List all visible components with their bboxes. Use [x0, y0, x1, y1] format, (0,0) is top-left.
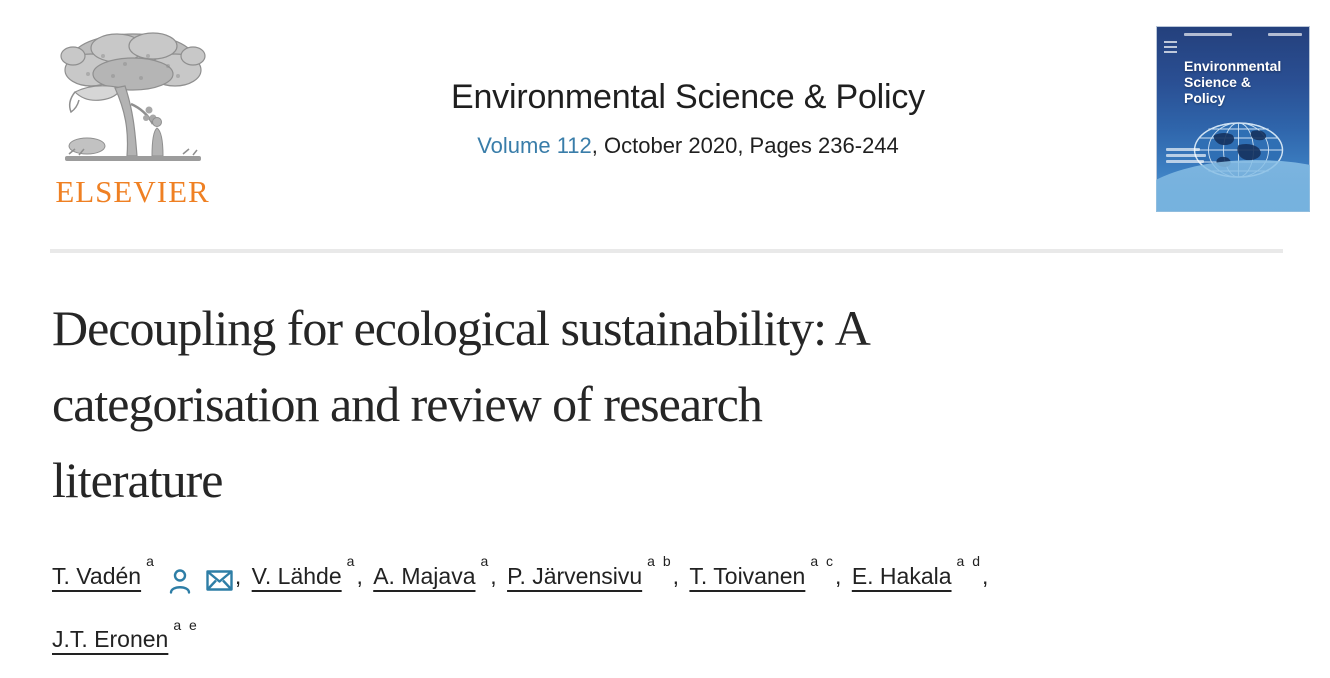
elsevier-wordmark: ELSEVIER — [55, 174, 210, 209]
author-separator: , — [982, 563, 989, 589]
person-icon — [168, 568, 192, 594]
cover-swoosh-decoration — [1156, 160, 1310, 212]
cover-title-line3: Policy — [1184, 90, 1226, 106]
article-title-line3: literature — [52, 452, 223, 508]
author-link-e-hakala[interactable]: E. Hakala — [851, 563, 952, 589]
author-affiliation-sup: a — [480, 553, 491, 570]
article-title-line2: categorisation and review of research — [52, 376, 762, 432]
header-divider — [50, 249, 1283, 253]
author-affiliation-sup: a c — [810, 553, 836, 570]
cover-editors-bar1 — [1166, 148, 1200, 151]
author-link-a-majava[interactable]: A. Majava — [373, 563, 476, 589]
author-affiliation-sup: a b — [647, 553, 673, 570]
cover-journal-title — [1184, 58, 1281, 106]
author-affiliation-sup: a — [146, 553, 156, 570]
article-section — [0, 290, 1330, 670]
author-p-jarvensivu — [507, 553, 689, 589]
volume-link[interactable]: Volume 112 — [477, 133, 592, 158]
author-affiliation-sup: a e — [173, 616, 199, 633]
author-v-lahde — [251, 553, 374, 589]
envelope-icon — [206, 570, 233, 591]
author-list — [52, 546, 1278, 670]
corresponding-author-icons — [168, 549, 233, 609]
cover-editors-text — [1166, 148, 1206, 166]
article-title-line1: Decoupling for ecological sustainability: A — [52, 300, 870, 356]
author-affiliation-sup: a d — [956, 553, 982, 570]
author-link-v-lahde[interactable]: V. Lähde — [251, 563, 342, 589]
author-affiliation-sup: a — [346, 553, 357, 570]
cover-title-line1: Environmental — [1184, 58, 1282, 74]
author-a-majava — [373, 553, 507, 589]
author-separator: , — [672, 563, 686, 589]
author-e-hakala — [851, 553, 993, 589]
cover-publisher-mark — [1164, 38, 1177, 54]
author-t-vaden — [52, 553, 252, 589]
journal-info — [220, 26, 1156, 159]
cover-editors-bar2 — [1166, 154, 1206, 157]
issue-line — [220, 133, 1156, 159]
author-separator: , — [835, 563, 848, 589]
issue-date-pages: , October 2020, Pages 236-244 — [591, 133, 899, 158]
author-link-t-vaden[interactable]: T. Vadén — [52, 563, 142, 589]
author-link-jt-eronen[interactable]: J.T. Eronen — [52, 626, 169, 653]
elsevier-tree-icon — [53, 26, 213, 172]
elsevier-logo[interactable] — [45, 26, 220, 210]
author-link-t-toivanen[interactable]: T. Toivanen — [689, 563, 806, 589]
author-t-toivanen — [689, 553, 851, 589]
cover-issn-text-bar — [1268, 33, 1302, 36]
journal-cover-thumbnail[interactable] — [1156, 26, 1310, 212]
author-separator: , — [490, 563, 504, 589]
author-separator: , — [356, 563, 370, 589]
cover-editors-bar3 — [1166, 160, 1204, 163]
journal-title-link[interactable]: Environmental Science & Policy — [450, 78, 925, 116]
cover-top-text — [1184, 33, 1302, 36]
author-separator: , — [234, 563, 248, 589]
cover-title-line2: Science & — [1184, 74, 1251, 90]
cover-volume-text-bar — [1184, 33, 1232, 36]
article-title — [52, 290, 1278, 518]
journal-banner — [0, 0, 1330, 212]
author-link-p-jarvensivu[interactable]: P. Järvensivu — [507, 563, 643, 589]
author-jt-eronen — [52, 616, 199, 653]
